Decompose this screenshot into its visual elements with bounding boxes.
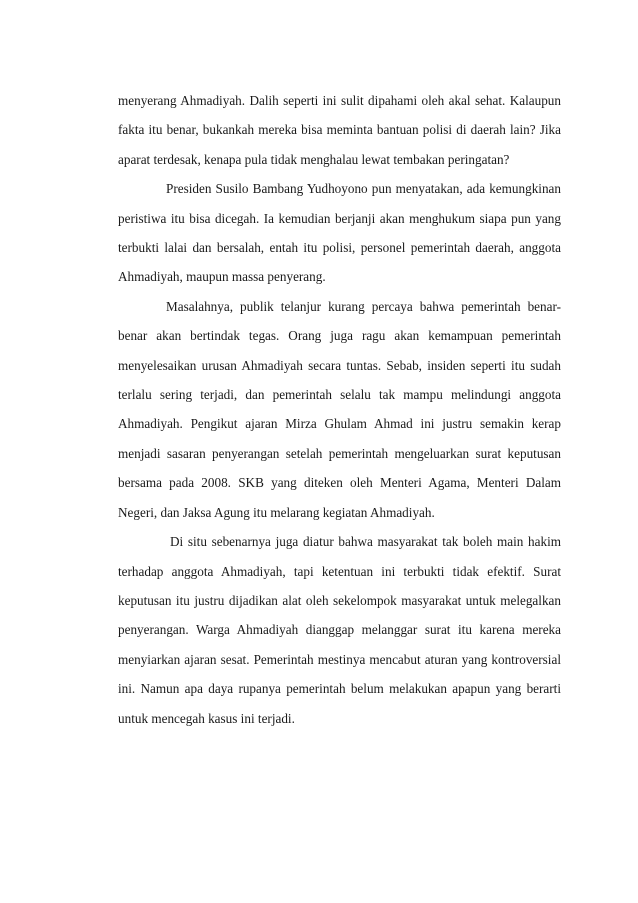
paragraph-4: Di situ sebenarnya juga diatur bahwa masyarakat tak boleh main hakim terhadap anggota Ahmadiyah, tapi ketentuan ini terbukti tidak efektif. Surat keputusan itu justru dijadikan alat oleh sekelompok masyarakat untuk melegalkan penyerangan. Warga Ahmadiyah dianggap melanggar surat itu karena mereka menyiarkan ajaran sesat. Pemerintah mestinya mencabut aturan yang kontroversial ini. Namun apa daya rupanya pemerintah belum melakukan apapun yang berarti untuk mencegah kasus ini terjadi. (118, 534, 561, 726)
paragraph-2: Presiden Susilo Bambang Yudhoyono pun menyatakan, ada kemungkinan peristiwa itu bisa dicegah. Ia kemudian berjanji akan menghukum siapa pun yang terbukti lalai dan bersalah, entah itu polisi, personel pemerintah daerah, anggota Ahmadiyah, maupun massa penyerang. (118, 181, 561, 285)
paragraph-3: Masalahnya, publik telanjur kurang percaya bahwa pemerintah benar-benar akan bertindak tegas. Orang juga ragu akan kemampuan pemerintah menyelesaikan urusan Ahmadiyah secara tuntas. Sebab, insiden seperti itu sudah terlalu sering terjadi, dan pemerintah selalu tak mampu melindungi anggota Ahmadiyah. Pengikut ajaran Mirza Ghulam Ahmad ini justru semakin kerap menjadi sasaran penyerangan setelah pemerintah mengeluarkan surat keputusan bersama pada 2008. SKB yang diteken oleh Menteri Agama, Menteri Dalam Negeri, dan Jaksa Agung itu melarang kegiatan Ahmadiyah. (118, 298, 561, 520)
document-body (118, 86, 561, 733)
paragraph-1: menyerang Ahmadiyah. Dalih seperti ini sulit dipahami oleh akal sehat. Kalaupun fakta itu benar, bukankah mereka bisa meminta bantuan polisi di daerah lain? Jika aparat terdesak, kenapa pula tidak menghalau lewat tembakan peringatan? (118, 93, 561, 167)
